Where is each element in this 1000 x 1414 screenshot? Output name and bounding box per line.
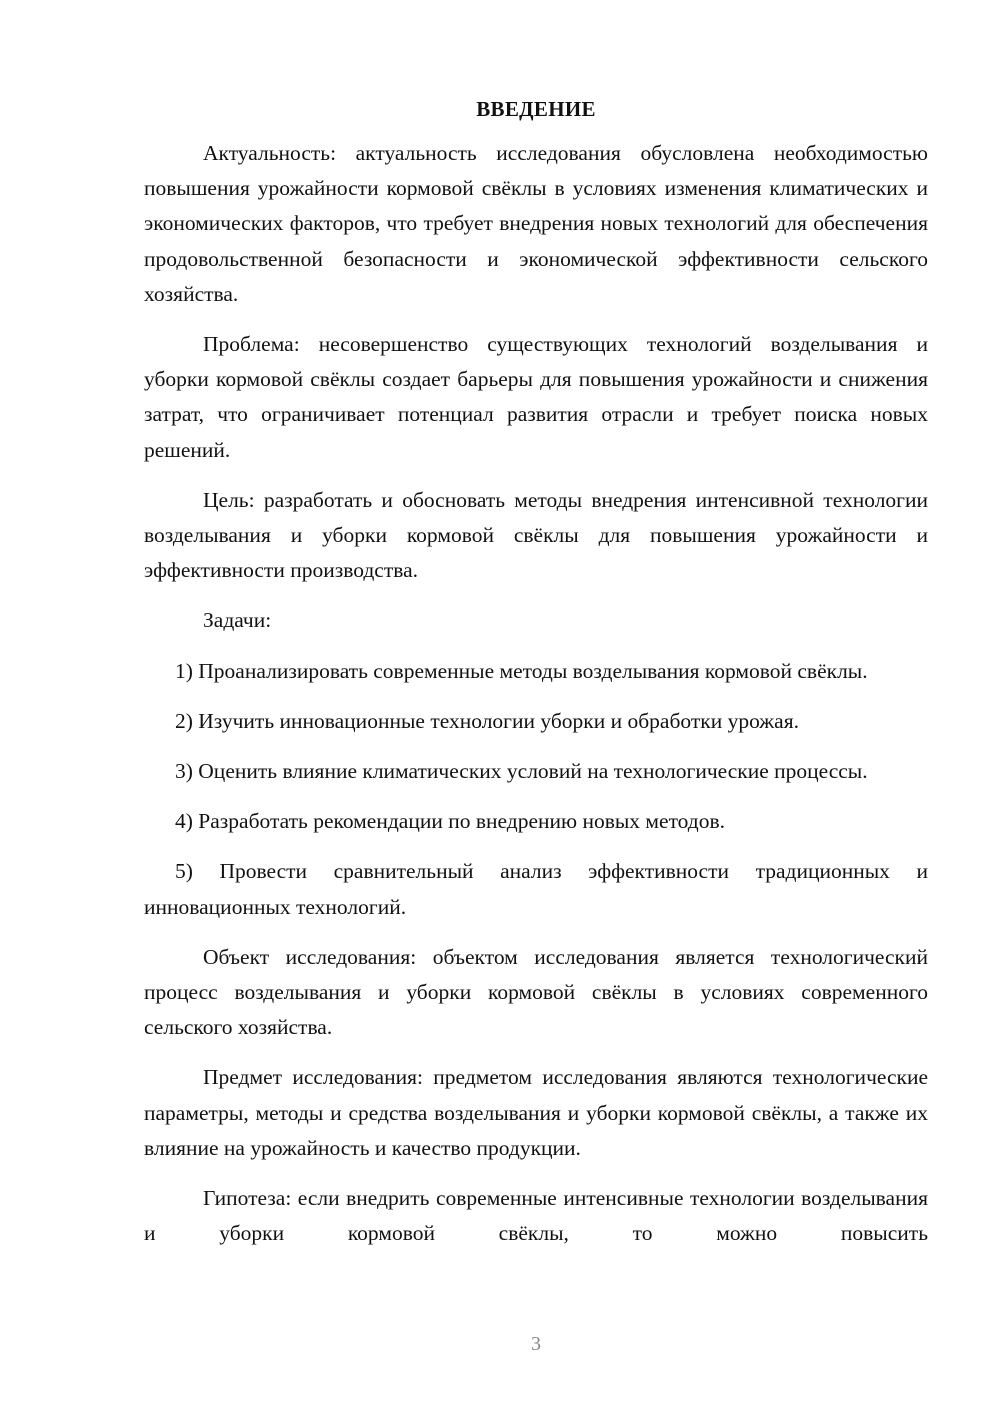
task-item-3: 3) Оценить влияние климатических условий на технологические процессы.	[175, 759, 868, 784]
paragraph-goal: Цель: разработать и обосновать методы внедрения интенсивной технологии возделывания и уборки кормовой свёклы для повышения урожайности и эффективности производства.	[144, 487, 928, 583]
paragraph-relevance: Актуальность: актуальность исследования обусловлена необходимостью повышения урожайности кормовой свёклы в условиях изменения климатических и экономических факторов, что требует внедрения новых технологий для обеспечения продовольственной безопасности и экономической эффективности сельского хозяйства.	[144, 141, 928, 306]
task-item-1: 1) Проанализировать современные методы возделывания кормовой свёклы.	[175, 658, 868, 683]
paragraph-subject: Предмет исследования: предметом исследования являются технологические параметры, методы и средства возделывания и уборки кормовой свёклы, а также их влияние на урожайность и качество продукции.	[144, 1065, 928, 1160]
page-heading: ВВЕДЕНИЕ	[476, 97, 596, 121]
document-page	[144, 92, 928, 1251]
task-item-2: 2) Изучить инновационные технологии уборки и обработки урожая.	[175, 708, 799, 733]
task-item-5: 5) Провести сравнительный анализ эффективности традиционных и инновационных технологий.	[144, 859, 928, 919]
task-item-4: 4) Разработать рекомендации по внедрению новых методов.	[175, 809, 726, 834]
paragraph-tasks-heading: Задачи:	[203, 608, 272, 633]
paragraph-object: Объект исследования: объектом исследования является технологический процесс возделывания и уборки кормовой свёклы в условиях современного сельского хозяйства.	[144, 944, 928, 1040]
paragraph-problem: Проблема: несовершенство существующих технологий возделывания и уборки кормовой свёклы создает барьеры для повышения урожайности и снижения затрат, что ограничивает потенциал развития отрасли и требует поиска новых решений.	[144, 332, 928, 462]
paragraph-hypothesis: Гипотеза: если внедрить современные интенсивные технологии возделывания и уборки кормовой свёклы, то можно повысить	[144, 1186, 928, 1246]
page-number: 3	[531, 1333, 541, 1355]
